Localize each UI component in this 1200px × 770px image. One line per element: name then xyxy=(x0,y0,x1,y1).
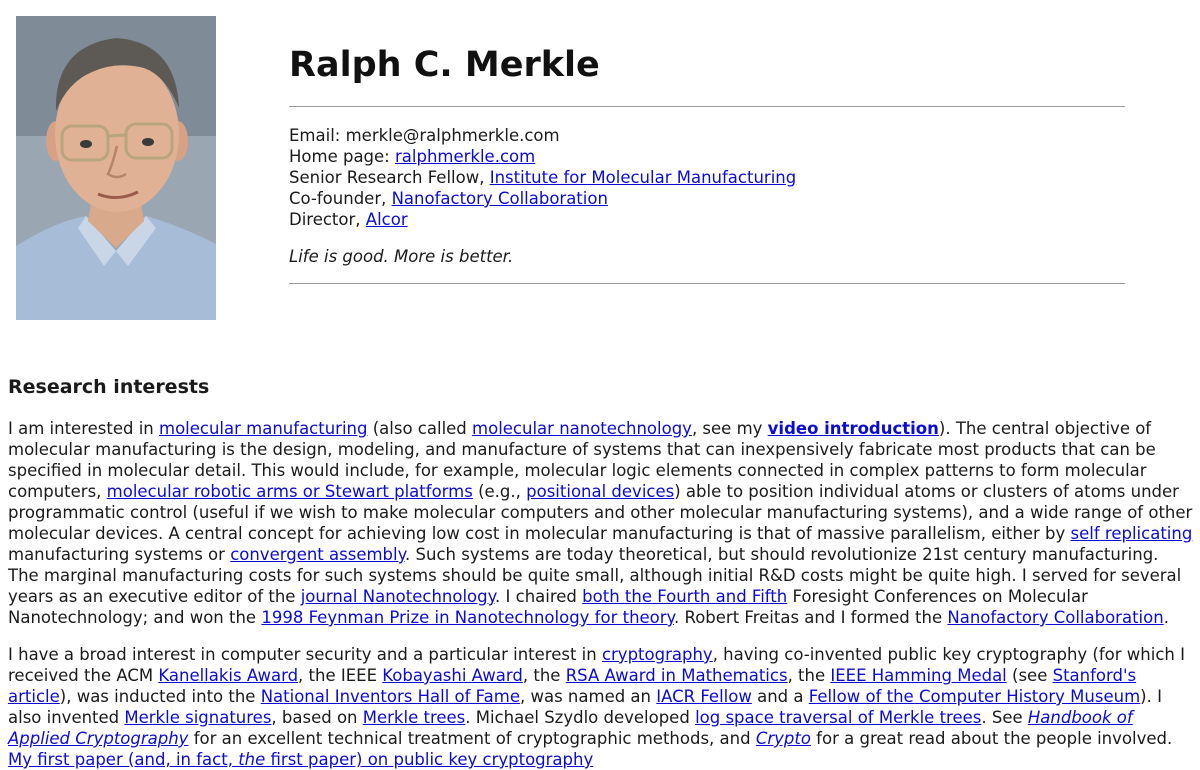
header-divider-bottom xyxy=(289,283,1125,284)
rsa-award-link[interactable]: RSA Award in Mathematics xyxy=(565,666,788,685)
self-replicating-link[interactable]: self replicating xyxy=(1070,524,1193,543)
merkle-trees-link[interactable]: Merkle trees xyxy=(362,708,466,727)
text: , was named an xyxy=(519,687,657,706)
text: (see xyxy=(1006,666,1053,685)
text: ). The central objective of molecular manufacturing is the design, modeling, and manufacture of systems that can inexpensively fabricate most products that can be specified in molecular detail. This would include, for example, molecular logic elements connected in complex patterns to form molecular computers, xyxy=(8,419,1156,501)
computer-history-museum-link[interactable]: Fellow of the Computer History Museum xyxy=(808,687,1141,706)
robotic-arms-link[interactable]: molecular robotic arms or Stewart platforms xyxy=(106,482,473,501)
director-label: Director, xyxy=(289,210,366,229)
imm-link[interactable]: Institute for Molecular Manufacturing xyxy=(489,168,797,187)
text: Foresight Conferences on Molecular Nanotechnology; and won the xyxy=(8,587,1088,627)
text: , see my xyxy=(691,419,768,438)
header-divider-top xyxy=(289,106,1125,107)
text: for a great read about the people involved. xyxy=(810,729,1173,748)
text: ) able to position individual atoms or clusters of atoms under programmatic control (useful if we wish to make molecular computers and other molecular manufacturing systems), and a wide range of other molecular devices. A central concept for achieving low cost in molecular manufacturing is that of massive parallelism, either by xyxy=(8,482,1193,543)
text: (e.g., xyxy=(472,482,527,501)
profile-header xyxy=(289,40,1125,90)
first-paper-link[interactable] xyxy=(8,750,593,769)
text: for an excellent technical treatment of cryptographic methods, and xyxy=(188,729,756,748)
kobayashi-award-link[interactable]: Kobayashi Award xyxy=(382,666,523,685)
link-text-emphasis: the xyxy=(238,750,266,769)
link-text: first paper) on public key cryptography xyxy=(265,750,594,769)
homepage-link[interactable]: ralphmerkle.com xyxy=(395,147,536,166)
research-heading: Research interests xyxy=(8,376,210,398)
kanellakis-award-link[interactable]: Kanellakis Award xyxy=(158,666,299,685)
log-space-traversal-link[interactable]: log space traversal of Merkle trees xyxy=(695,708,982,727)
text: , based on xyxy=(271,708,363,727)
fellow-label: Senior Research Fellow, xyxy=(289,168,490,187)
contact-info xyxy=(289,125,796,230)
crypto-book-link[interactable]: Crypto xyxy=(755,729,811,748)
portrait-photo xyxy=(16,16,216,320)
homepage-line xyxy=(289,146,796,167)
feynman-prize-link[interactable]: 1998 Feynman Prize in Nanotechnology for theory xyxy=(261,608,674,627)
director-line xyxy=(289,209,796,230)
text: . Robert Freitas and I formed the xyxy=(673,608,948,627)
email-label: Email: xyxy=(289,126,346,145)
text: (also called xyxy=(367,419,473,438)
inventors-hall-of-fame-link[interactable]: National Inventors Hall of Fame xyxy=(260,687,520,706)
positional-devices-link[interactable]: positional devices xyxy=(526,482,675,501)
video-introduction-link[interactable]: video introduction xyxy=(767,419,939,438)
page-title: Ralph C. Merkle xyxy=(289,45,600,85)
fellow-line xyxy=(289,167,796,188)
text: manufacturing systems or xyxy=(8,545,231,564)
journal-nanotechnology-link[interactable]: journal Nanotechnology xyxy=(300,587,496,606)
cofounder-label: Co-founder, xyxy=(289,189,392,208)
cryptography-link[interactable]: cryptography xyxy=(601,645,713,664)
research-paragraph-crypto xyxy=(8,644,1194,770)
homepage-label: Home page: xyxy=(289,147,395,166)
handbook-applied-cryptography-link[interactable]: Handbook of Applied Cryptography xyxy=(8,708,1133,748)
text: , the xyxy=(787,666,831,685)
molecular-manufacturing-link[interactable]: molecular manufacturing xyxy=(159,419,368,438)
text: ). I also invented xyxy=(8,687,1162,727)
text: , the IEEE xyxy=(298,666,383,685)
foresight-conferences-link[interactable]: both the Fourth and Fifth xyxy=(582,587,788,606)
link-text: My first paper (and, in fact, xyxy=(8,750,239,769)
text: . Michael Szydlo developed xyxy=(465,708,696,727)
text: and a xyxy=(751,687,809,706)
text: I have a broad interest in computer security and a particular interest in xyxy=(8,645,602,664)
research-paragraph-nanotech xyxy=(8,418,1194,628)
merkle-signatures-link[interactable]: Merkle signatures xyxy=(124,708,272,727)
text: . xyxy=(1163,608,1169,627)
cofounder-line xyxy=(289,188,796,209)
text: , having co-invented public key cryptography (for which I received the ACM xyxy=(8,645,1185,685)
nanofactory-link[interactable]: Nanofactory Collaboration xyxy=(391,189,608,208)
text: ), was inducted into the xyxy=(59,687,261,706)
molecular-nanotechnology-link[interactable]: molecular nanotechnology xyxy=(472,419,692,438)
motto: Life is good. More is better. xyxy=(289,247,514,266)
text: , the xyxy=(522,666,566,685)
text: I am interested in xyxy=(8,419,159,438)
email-address: merkle@ralphmerkle.com xyxy=(345,126,560,145)
nanofactory-collaboration-link[interactable]: Nanofactory Collaboration xyxy=(947,608,1164,627)
email-line xyxy=(289,125,796,146)
hamming-medal-link[interactable]: IEEE Hamming Medal xyxy=(830,666,1007,685)
text: . Such systems are today theoretical, but should revolutionize 21st century manufacturing. The marginal manufacturing costs for such systems should be quite small, although initial R&D costs might be quite high. I served for several years as an executive editor of the xyxy=(8,545,1182,606)
text: . See xyxy=(981,708,1028,727)
portrait-illustration xyxy=(16,16,216,320)
iacr-fellow-link[interactable]: IACR Fellow xyxy=(656,687,752,706)
convergent-assembly-link[interactable]: convergent assembly xyxy=(230,545,406,564)
text: . I chaired xyxy=(495,587,583,606)
stanford-article-link[interactable]: Stanford's article xyxy=(8,666,1137,706)
alcor-link[interactable]: Alcor xyxy=(365,210,408,229)
